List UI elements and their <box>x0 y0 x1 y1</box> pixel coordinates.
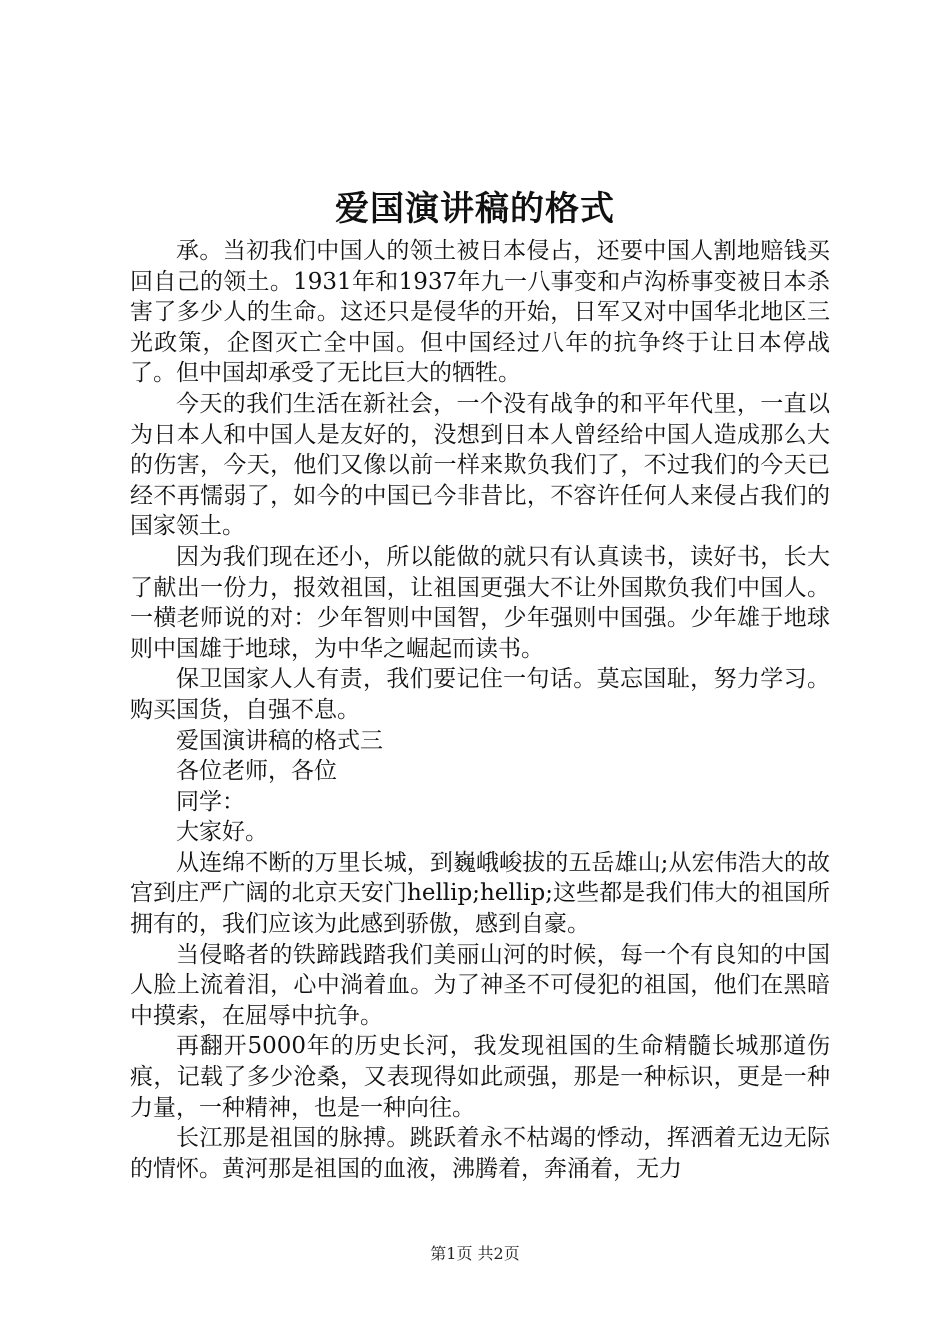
paragraph: 长江那是祖国的脉搏。跳跃着永不枯竭的悸动，挥洒着无边无际的情怀。黄河那是祖国的血液，沸腾着，奔涌着，无力 <box>130 1125 830 1182</box>
paragraph: 当侵略者的铁蹄践踏我们美丽山河的时候，每一个有良知的中国人脸上流着泪，心中淌着血。为了神圣不可侵犯的祖国，他们在黑暗中摸索，在屈辱中抗争。 <box>130 941 830 1029</box>
greeting-line: 大家好。 <box>176 819 268 846</box>
document-body <box>130 236 830 1184</box>
section-heading: 爱国演讲稿的格式三 <box>176 727 383 754</box>
paragraph: 保卫国家人人有责，我们要记住一句话。莫忘国耻，努力学习。购买国货，自强不息。 <box>130 666 830 723</box>
paragraph: 因为我们现在还小，所以能做的就只有认真读书，读好书，长大了献出一份力，报效祖国，让祖国更强大不让外国欺负我们中国人。一横老师说的对：少年智则中国智，少年强则中国强。少年雄于地球则中国雄于地球，为中华之崛起而读书。 <box>130 543 830 662</box>
salutation-line: 各位老师，各位 <box>176 758 337 785</box>
paragraph: 再翻开5000年的历史长河，我发现祖国的生命精髓长城那道伤痕，记载了多少沧桑，又表现得如此顽强，那是一种标识，更是一种力量，一种精神，也是一种向往。 <box>130 1033 830 1121</box>
salutation-line: 同学： <box>176 788 245 815</box>
page-footer: 第1页 共2页 <box>430 1244 520 1263</box>
document-title: 爱国演讲稿的格式 <box>335 189 615 229</box>
paragraph: 承。当初我们中国人的领土被日本侵占，还要中国人割地赔钱买回自己的领土。1931年和1937年九一八事变和卢沟桥事变被日本杀害了多少人的生命。这还只是侵华的开始，日军又对中国华北地区三光政策，企图灭亡全中国。但中国经过八年的抗争终于让日本停战了。但中国却承受了无比巨大的牺牲。 <box>130 238 830 387</box>
paragraph: 今天的我们生活在新社会，一个没有战争的和平年代里，一直以为日本人和中国人是友好的，没想到日本人曾经给中国人造成那么大的伤害，今天，他们又像以前一样来欺负我们了，不过我们的今天已经不再懦弱了，如今的中国已今非昔比，不容许任何人来侵占我们的国家领土。 <box>130 390 830 540</box>
paragraph: 从连绵不断的万里长城，到巍峨峻拔的五岳雄山;从宏伟浩大的故宫到庄严广阔的北京天安门hellip;hellip;这些都是我们伟大的祖国所拥有的，我们应该为此感到骄傲，感到自豪。 <box>130 849 830 938</box>
